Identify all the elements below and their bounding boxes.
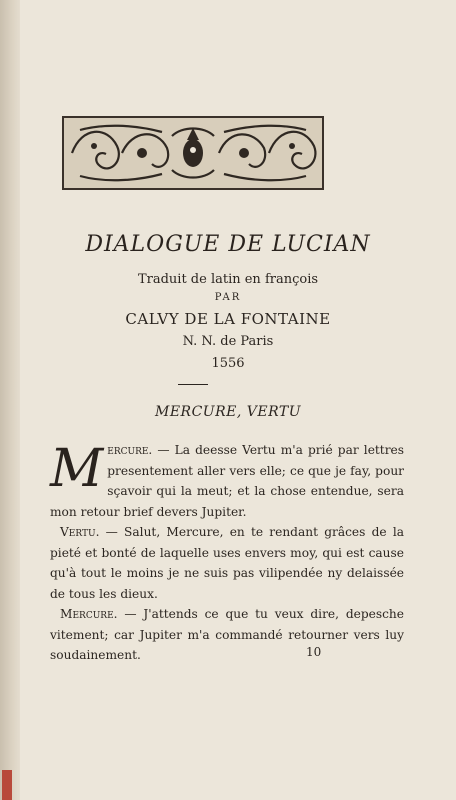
speaker-name: Vertu. [60, 525, 100, 539]
by-label: PAR [214, 292, 242, 303]
book-gutter [0, 0, 22, 800]
dialogue-title: DIALOGUE DE LUCIAN [85, 232, 371, 257]
author-origin: N. N. de Paris [182, 334, 274, 349]
author-name: CALVY DE LA FONTAINE [125, 310, 331, 328]
paragraph-text: — Salut, Mercure, en te rendant grâces de la pieté et bonté de laquelle uses envers moy, qui est cause qu'à tout le moins je ne suis pas vilipendée ny delaissée de tous les dieux. [50, 525, 404, 601]
paragraph [50, 522, 404, 604]
paragraph [50, 440, 404, 522]
speakers-heading: MERCURE, VERTU [154, 404, 302, 420]
speaker-name: Mercure. [60, 607, 118, 621]
page-edge-tab [2, 770, 12, 800]
dialogue-text [50, 440, 404, 666]
paragraph [50, 604, 404, 666]
translation-note: Traduit de latin en françois [137, 272, 319, 287]
page-number: 10 [306, 645, 322, 659]
ornamental-headpiece [62, 116, 324, 190]
drop-cap: M [50, 439, 104, 499]
speaker-name: ercure. [107, 443, 153, 457]
paragraph-text: — La deesse Vertu m'a prié par lettres presentement aller vers elle; ce que je fay, pour sçavoir qui la meut; et la chose entendue, sera mon retour brief devers Jupiter. [50, 443, 404, 519]
paragraph-text: — J'attends ce que tu veux dire, depesche vitement; car Jupiter m'a commandé retourner vers luy soudainement. [50, 607, 404, 662]
section-rule [178, 384, 208, 385]
publication-year: 1556 [211, 356, 245, 371]
